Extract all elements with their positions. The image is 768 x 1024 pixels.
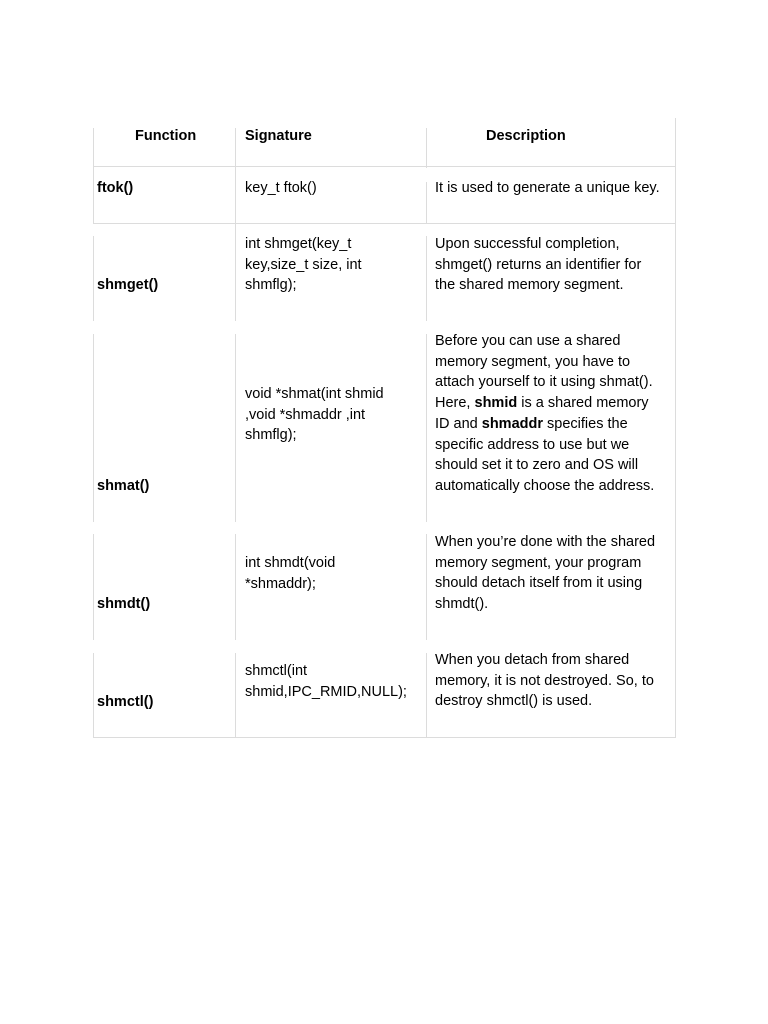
- header-function: Function: [135, 128, 197, 144]
- column-divider: [426, 653, 427, 738]
- column-divider: [235, 653, 236, 738]
- function-cell: shmdt(): [97, 596, 151, 612]
- column-divider: [235, 128, 236, 168]
- column-divider: [93, 334, 94, 522]
- column-divider: [675, 168, 676, 224]
- term-shmid: shmid: [474, 395, 518, 412]
- column-divider: [93, 128, 94, 168]
- header-signature: Signature: [245, 128, 312, 144]
- column-divider: [93, 653, 94, 738]
- function-cell: shmat(): [97, 478, 150, 494]
- description-cell: [435, 331, 654, 497]
- column-divider: [235, 334, 236, 522]
- row-divider: [93, 166, 676, 167]
- column-divider: [675, 224, 676, 738]
- header-description: Description: [486, 128, 566, 144]
- column-divider: [235, 168, 236, 224]
- signature-cell: void *shmat(int shmid ,void *shmaddr ,int shmflg);: [245, 386, 384, 444]
- function-cell: ftok(): [97, 180, 134, 196]
- description-cell: Upon successful completion, shmget() returns an identifier for the shared memory segment.: [435, 236, 642, 294]
- description-text: is a shared memory ID and: [435, 395, 649, 432]
- signature-cell: shmctl(int shmid,IPC_RMID,NULL);: [245, 663, 407, 700]
- column-divider: [426, 182, 427, 224]
- column-divider: [235, 224, 236, 321]
- signature-cell: int shmget(key_t key,size_t size, int shmflg);: [245, 236, 362, 294]
- row-divider: [93, 223, 676, 224]
- function-cell: shmget(): [97, 277, 159, 293]
- column-divider: [93, 168, 94, 224]
- column-divider: [426, 236, 427, 321]
- term-shmaddr: shmaddr: [481, 415, 543, 432]
- column-divider: [426, 128, 427, 168]
- description-cell: When you detach from shared memory, it is not destroyed. So, to destroy shmctl() is used.: [435, 652, 654, 710]
- signature-cell: int shmdt(void *shmaddr);: [245, 555, 336, 592]
- column-divider: [235, 534, 236, 640]
- column-divider: [426, 534, 427, 640]
- column-divider: [93, 236, 94, 321]
- function-cell: shmctl(): [97, 694, 154, 710]
- signature-cell: key_t ftok(): [245, 180, 317, 196]
- column-divider: [675, 118, 676, 168]
- description-text: Before you can use a shared memory segment, you have to attach yourself to it using shmat(). Here,: [435, 333, 653, 412]
- column-divider: [426, 334, 427, 522]
- functions-table: [93, 118, 676, 738]
- description-cell: When you’re done with the shared memory segment, your program should detach itself from it using shmdt().: [435, 534, 656, 613]
- description-text: specifies the specific address to use but we should set it to zero and OS will automatically choose the address.: [435, 415, 655, 494]
- row-divider: [93, 737, 676, 738]
- description-cell: It is used to generate a unique key.: [435, 180, 660, 196]
- column-divider: [93, 534, 94, 640]
